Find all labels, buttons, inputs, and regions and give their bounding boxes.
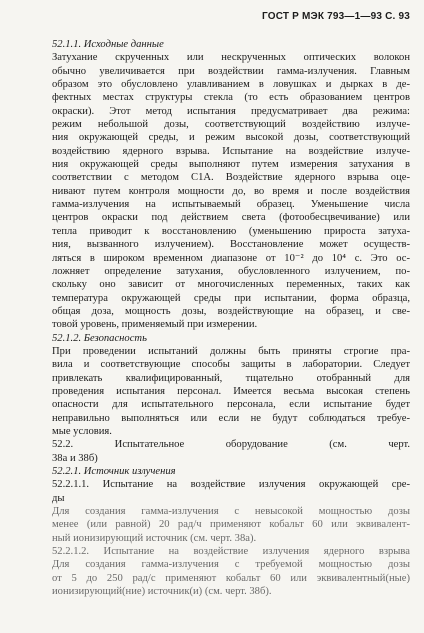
text-line: ния окружающей среды выполняют путем измерения затухания в (52, 159, 410, 171)
text-line: обычно увеличивается при воздействии гамма-излучения. Главным (52, 65, 410, 77)
page-header: ГОСТ Р МЭК 793—1—93 С. 93 (262, 11, 410, 22)
text-line: от 5 до 250 рад/с применяют кобальт 60 или эквивалентный(ные) (52, 572, 410, 584)
text-line: общая доза, мощность дозы, воздействующие на образец, и све- (52, 305, 410, 317)
text-line: режим небольшой дозы, соответствующий воздействию излуче- (52, 119, 410, 131)
text-line: тепла приводит к восстановлению (уменьшению прироста затуха- (52, 225, 410, 237)
text-line: ляться в широком временном диапазоне от 10⁻² до 10⁴ с. Это ос- (52, 252, 410, 264)
text-line: опасности для испытательного персонала, если испытание будет (52, 399, 410, 411)
text-line: 38а и 38б) (52, 452, 98, 464)
text-line: вила и соответствующие способы защиты в лаборатории. Следует (52, 359, 410, 371)
text-line: товой уровень, применяемый при измерении. (52, 319, 258, 331)
text-line: ный ионизирующий источник (см. черт. 38а). (52, 532, 257, 544)
text-line: привлекать квалифицированный, тщательно отобранный для (52, 372, 410, 384)
text-line: 52.2. Испытательное оборудование (см. черт. (52, 439, 410, 451)
text-line: фектных местах структуры стекла (то есть образованием центров (52, 92, 410, 104)
text-line: ния окружающей среды, и режим высокой дозы, соответствующий (52, 132, 410, 144)
text-line: образом это обусловлено улавливанием в ловушках и дырках в де- (52, 79, 410, 91)
text-line: неправильно выполняться или если не будут соблюдаться требуе- (52, 412, 410, 424)
text-line: гамма-излучения на испытываемый образец. Уменьшение числа (52, 199, 410, 211)
text-line: ды (52, 492, 65, 504)
text-line: проведения испытания персонал. Имеется весьма высокая степень (52, 385, 410, 397)
document-body (52, 38, 410, 598)
text-line: При проведении испытаний должны быть приняты строгие пра- (52, 345, 410, 357)
text-line: соответствии с методом С1А. Воздействие ядерного взрыва оце- (52, 172, 410, 184)
text-line: мые условия. (52, 425, 112, 437)
text-line: 52.2.1.1. Испытание на воздействие излучения окружающей сре- (52, 479, 410, 491)
text-line: скольку оно зависит от многочисленных переменных, таких как (52, 279, 410, 291)
section-heading: 52.2.1. Источник излучения (52, 466, 176, 477)
text-line: температура окружающей среды при испытании, форма образца, (52, 292, 410, 304)
text-line: воздействию ядерного взрыва. Испытание на воздействие излуче- (52, 145, 410, 157)
text-line: Для создания гамма-излучения с требуемой мощностью дозы (52, 559, 410, 571)
text-line: Для создания гамма-излучения с невысокой мощностью дозы (52, 506, 410, 518)
text-line: менее (или равной) 20 рад/ч применяют кобальт 60 или эквивалент- (52, 519, 410, 531)
text-line: Затухание скрученных или нескрученных оптических волокон (52, 52, 410, 64)
text-line: окраски). Этот метод испытания предусматривает два режима: (52, 105, 410, 117)
text-line: ложняет определение затухания, обусловленного излучением, по- (52, 265, 410, 277)
text-line: 52.2.1.2. Испытание на воздействие излучения ядерного взрыва (52, 546, 410, 558)
text-line: ния, вызванного излучением). Восстановление может осуществ- (52, 239, 410, 251)
text-line: ионизирующий(ние) источник(и) (см. черт. 38б). (52, 586, 272, 598)
section-heading: 52.1.2. Безопасность (52, 332, 147, 344)
text-line: нивают путем контроля мощности до, во время и после воздействия (52, 185, 410, 197)
section-heading: 52.1.1. Исходные данные (52, 39, 164, 50)
text-line: центров окраски под действием света (фотообесцвечивание) или (52, 212, 410, 224)
